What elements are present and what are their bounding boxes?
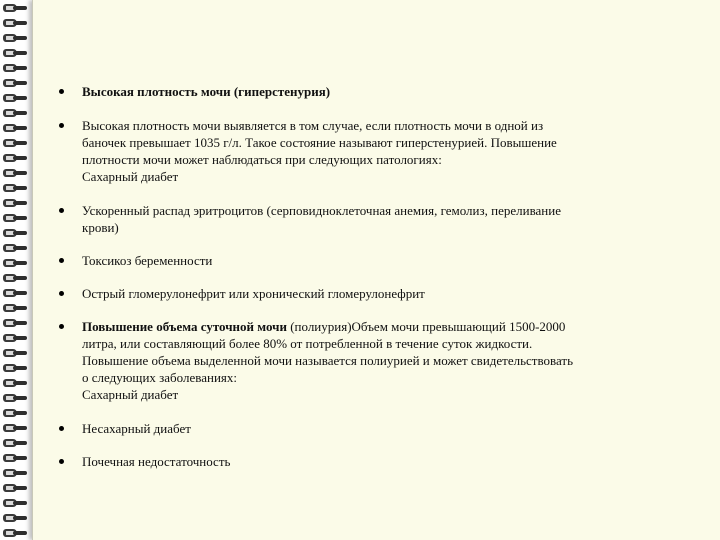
spiral-ring bbox=[3, 199, 25, 210]
spiral-ring bbox=[3, 49, 25, 60]
spiral-ring bbox=[3, 139, 25, 150]
bullet-icon bbox=[59, 426, 64, 431]
spiral-ring bbox=[3, 334, 25, 345]
spiral-ring bbox=[3, 319, 25, 330]
spiral-ring bbox=[3, 79, 25, 90]
bullet-list bbox=[33, 0, 720, 540]
item-text: Высокая плотность мочи выявляется в том случае, если плотность мочи в одной из баночек превышает 1035 г/л. Такое состояние называют гиперстенурией. Повышение плотности мочи может наблюдаться при следующих патологиях: Сахарный диабет bbox=[82, 118, 557, 184]
item-heading: Повышение объема суточной мочи bbox=[82, 319, 287, 334]
spiral-ring bbox=[3, 409, 25, 420]
spiral-ring bbox=[3, 274, 25, 285]
spiral-ring bbox=[3, 19, 25, 30]
spiral-ring bbox=[3, 484, 25, 495]
spiral-ring bbox=[3, 304, 25, 315]
spiral-ring bbox=[3, 469, 25, 480]
item-text: (полиурия)Объем мочи превышающий 1500-2000 литра, или составляющий более 80% от потребленной в течение суток жидкости. Повышение объема выделенной мочи называется полиурией и может свидетельствовать о следующих заболеваниях: Сахарный диабет bbox=[82, 319, 574, 402]
spiral-ring bbox=[3, 109, 25, 120]
spiral-ring bbox=[3, 244, 25, 255]
item-text: Токсикоз беременности bbox=[82, 253, 213, 268]
spiral-ring bbox=[3, 454, 25, 465]
spiral-ring bbox=[3, 124, 25, 135]
spiral-ring bbox=[3, 364, 25, 375]
bullet-icon bbox=[59, 258, 64, 263]
item-heading: Высокая плотность мочи (гиперстенурия) bbox=[82, 84, 331, 99]
notebook-page bbox=[32, 0, 720, 540]
spiral-ring bbox=[3, 379, 25, 390]
bullet-icon bbox=[59, 324, 64, 329]
spiral-ring bbox=[3, 169, 25, 180]
spiral-ring bbox=[3, 184, 25, 195]
spiral-ring bbox=[3, 499, 25, 510]
spiral-ring bbox=[3, 64, 25, 75]
spiral-ring bbox=[3, 34, 25, 45]
bullet-icon bbox=[59, 208, 64, 213]
bullet-icon bbox=[59, 89, 64, 94]
spiral-binding bbox=[0, 0, 30, 540]
spiral-ring bbox=[3, 94, 25, 105]
spiral-ring bbox=[3, 214, 25, 225]
item-text: Несахарный диабет bbox=[82, 421, 191, 436]
item-text: Острый гломерулонефрит или хронический гломерулонефрит bbox=[82, 286, 425, 301]
spiral-ring bbox=[3, 514, 25, 525]
spiral-ring bbox=[3, 529, 25, 540]
bullet-icon bbox=[59, 291, 64, 296]
item-text: Ускоренный распад эритроцитов (серповидноклеточная анемия, гемолиз, переливание крови) bbox=[82, 203, 561, 235]
spiral-ring bbox=[3, 439, 25, 450]
item-text: Почечная недостаточность bbox=[82, 454, 231, 469]
spiral-ring bbox=[3, 349, 25, 360]
spiral-ring bbox=[3, 4, 25, 15]
spiral-ring bbox=[3, 259, 25, 270]
bullet-icon bbox=[59, 123, 64, 128]
spiral-ring bbox=[3, 154, 25, 165]
spiral-ring bbox=[3, 394, 25, 405]
spiral-ring bbox=[3, 424, 25, 435]
bullet-icon bbox=[59, 459, 64, 464]
spiral-ring bbox=[3, 229, 25, 240]
spiral-ring bbox=[3, 289, 25, 300]
